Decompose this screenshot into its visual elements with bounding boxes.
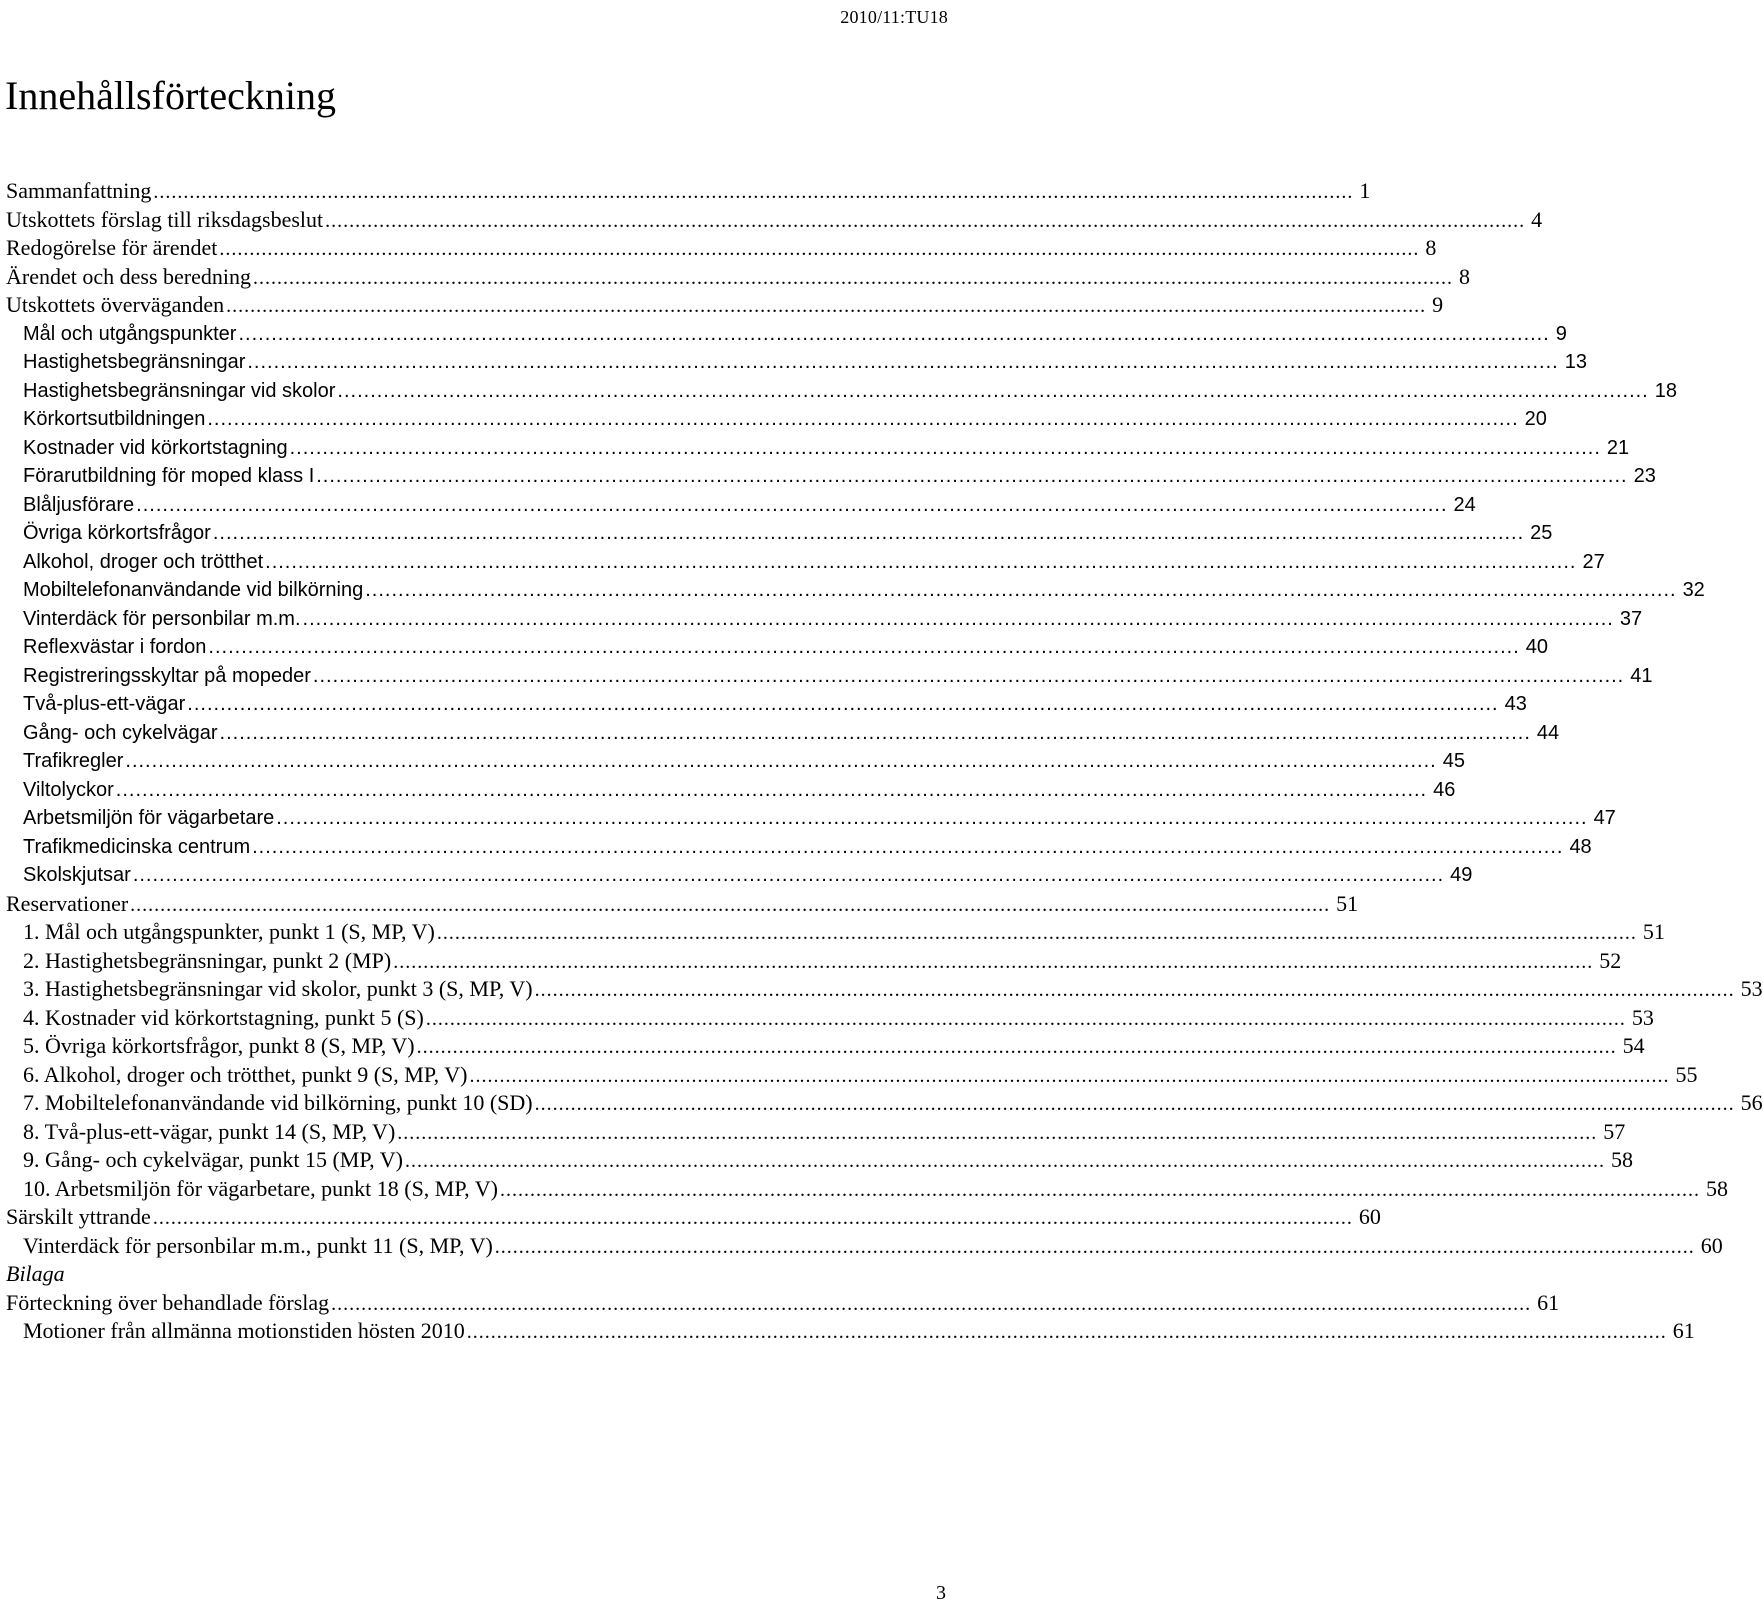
toc-entry-label: 6. Alkohol, droger och trötthet, punkt 9 (S, MP, V) bbox=[23, 1061, 468, 1087]
toc-entry-page: 61 bbox=[1672, 1318, 1695, 1343]
toc-leader-dots: ........................................................................................................................................................................................................ bbox=[226, 295, 1427, 317]
toc-entry[interactable] bbox=[6, 890, 1359, 919]
toc-entry-label: Bilaga bbox=[6, 1261, 65, 1286]
toc-leader-dots: ........................................................................................................................................................................................................ bbox=[187, 693, 1499, 715]
toc-entry-label: 7. Mobiltelefonanvändande vid bilkörning, punkt 10 (SD) bbox=[23, 1090, 533, 1115]
toc-leader-dots: ........................................................................................................................................................................................................ bbox=[499, 1178, 1700, 1201]
toc-entry[interactable] bbox=[6, 690, 1527, 719]
toc-entry-page: 25 bbox=[1530, 522, 1553, 544]
toc-entry-page: 37 bbox=[1619, 607, 1643, 630]
toc-entry-page: 58 bbox=[1610, 1147, 1633, 1172]
toc-entry-label: Motioner från allmänna motionstiden hösten 2010 bbox=[23, 1318, 465, 1343]
toc-leader-dots: ........................................................................................................................................................................................................ bbox=[136, 493, 1448, 516]
toc-entry[interactable] bbox=[6, 462, 1656, 491]
toc-entry-page: 4 bbox=[1531, 206, 1543, 232]
toc-entry[interactable] bbox=[6, 861, 1473, 890]
toc-entry-label: Trafikmedicinska centrum bbox=[23, 835, 251, 858]
toc-entry-label: Alkohol, droger och trötthet bbox=[23, 550, 264, 573]
toc-section-heading bbox=[6, 1260, 764, 1289]
toc-leader-dots: ........................................................................................................................................................................................................ bbox=[130, 893, 1331, 916]
toc-entry-page: 23 bbox=[1633, 465, 1656, 487]
toc-leader-dots: ........................................................................................................................................................................................................ bbox=[212, 522, 1525, 544]
toc-entry[interactable] bbox=[6, 1175, 1728, 1204]
toc-entry-page: 53 bbox=[1631, 1004, 1654, 1030]
toc-entry-page: 9 bbox=[1555, 322, 1567, 345]
toc-entry-label: Vinterdäck för personbilar m.m., punkt 11 (S, MP, V) bbox=[23, 1232, 493, 1258]
toc-entry-page: 13 bbox=[1564, 351, 1587, 373]
toc-entry[interactable] bbox=[6, 234, 1437, 263]
toc-leader-dots: ........................................................................................................................................................................................................ bbox=[302, 607, 1614, 630]
toc-entry[interactable] bbox=[6, 747, 1465, 776]
toc-entry-page: 53 bbox=[1740, 976, 1763, 1001]
toc-entry[interactable] bbox=[6, 177, 1371, 206]
toc-entry-label: 2. Hastighetsbegränsningar, punkt 2 (MP) bbox=[23, 947, 392, 973]
toc-entry-label: Viltolyckor bbox=[23, 778, 114, 801]
toc-entry[interactable] bbox=[6, 918, 1665, 947]
toc-leader-dots: ........................................................................................................................................................................................................ bbox=[125, 750, 1437, 772]
toc-entry-label: Mobiltelefonanvändande vid bilkörning bbox=[23, 579, 364, 601]
toc-entry[interactable] bbox=[6, 576, 1705, 605]
toc-entry[interactable] bbox=[6, 320, 1567, 349]
toc-entry-label: Övriga körkortsfrågor bbox=[23, 522, 211, 544]
toc-entry-page: 56 bbox=[1740, 1090, 1763, 1115]
toc-entry[interactable] bbox=[6, 377, 1677, 406]
toc-entry-label: Sammanfattning bbox=[6, 178, 152, 203]
toc-entry[interactable] bbox=[6, 1317, 1695, 1346]
toc-leader-dots: ........................................................................................................................................................................................................ bbox=[469, 1064, 1670, 1087]
toc-entry-page: 54 bbox=[1622, 1033, 1645, 1058]
toc-entry[interactable] bbox=[6, 1004, 1654, 1033]
toc-entry[interactable] bbox=[6, 291, 1444, 320]
toc-leader-dots: ........................................................................................................................................................................................................ bbox=[331, 1292, 1532, 1315]
toc-entry-page: 58 bbox=[1705, 1175, 1728, 1201]
toc-leader-dots: ........................................................................................................................................................................................................ bbox=[208, 636, 1520, 658]
toc-entry[interactable] bbox=[6, 434, 1630, 463]
toc-entry-label: Hastighetsbegränsningar bbox=[23, 351, 246, 373]
toc-entry-page: 24 bbox=[1453, 493, 1476, 516]
toc-entry[interactable] bbox=[6, 1032, 1645, 1061]
toc-leader-dots: ........................................................................................................................................................................................................ bbox=[534, 1093, 1735, 1115]
toc-entry-label: Blåljusförare bbox=[23, 493, 135, 516]
toc-leader-dots: ........................................................................................................................................................................................................ bbox=[397, 1121, 1598, 1144]
toc-entry-page: 41 bbox=[1630, 664, 1653, 687]
toc-entry-label: Ärendet och dess beredning bbox=[6, 263, 251, 289]
toc-entry-label: 1. Mål och utgångspunkter, punkt 1 (S, MP, V) bbox=[23, 919, 435, 944]
toc-entry-page: 21 bbox=[1606, 436, 1630, 459]
toc-entry[interactable] bbox=[6, 804, 1616, 833]
toc-entry[interactable] bbox=[6, 519, 1553, 548]
toc-entry-page: 60 bbox=[1358, 1204, 1381, 1229]
toc-entry-label: Redogörelse för ärendet bbox=[6, 235, 218, 260]
toc-entry-label: Trafikregler bbox=[23, 750, 124, 772]
toc-entry-page: 40 bbox=[1525, 636, 1548, 658]
toc-entry-label: 5. Övriga körkortsfrågor, punkt 8 (S, MP, V) bbox=[23, 1033, 415, 1058]
toc-leader-dots: ........................................................................................................................................................................................................ bbox=[425, 1007, 1626, 1030]
toc-entry[interactable] bbox=[6, 605, 1643, 634]
toc-leader-dots: ........................................................................................................................................................................................................ bbox=[312, 664, 1625, 687]
toc-entry-page: 55 bbox=[1675, 1061, 1698, 1087]
toc-entry-page: 9 bbox=[1432, 292, 1444, 317]
toc-entry[interactable] bbox=[6, 975, 1763, 1004]
toc-entry-label: Utskottets förslag till riksdagsbeslut bbox=[6, 206, 324, 232]
toc-entry-label: Förteckning över behandlade förslag bbox=[6, 1289, 330, 1315]
toc-entry[interactable] bbox=[6, 548, 1605, 577]
toc-entry-label: Mål och utgångspunkter bbox=[23, 322, 237, 345]
toc-entry[interactable] bbox=[6, 1203, 1381, 1232]
toc-entry-page: 32 bbox=[1682, 579, 1705, 601]
page-title: Innehållsförteckning bbox=[5, 73, 336, 118]
toc-entry-label: 10. Arbetsmiljön för vägarbetare, punkt 18 (S, MP, V) bbox=[23, 1175, 498, 1201]
toc-entry[interactable] bbox=[6, 1146, 1633, 1175]
toc-entry-page: 46 bbox=[1433, 778, 1456, 801]
toc-entry[interactable] bbox=[6, 405, 1547, 434]
toc-leader-dots: ........................................................................................................................................................................................................ bbox=[219, 721, 1531, 744]
document-id: 2010/11:TU18 bbox=[840, 7, 948, 27]
toc-leader-dots: ........................................................................................................................................................................................................ bbox=[534, 979, 1735, 1001]
toc-entry[interactable] bbox=[6, 1118, 1626, 1147]
table-of-contents bbox=[6, 177, 1763, 1346]
toc-leader-dots: ........................................................................................................................................................................................................ bbox=[247, 351, 1559, 373]
toc-entry-page: 49 bbox=[1450, 864, 1473, 886]
page-number: 3 bbox=[936, 1582, 946, 1604]
toc-entry-page: 45 bbox=[1442, 750, 1465, 772]
toc-entry-page: 27 bbox=[1582, 550, 1605, 573]
toc-entry-label: Särskilt yttrande bbox=[6, 1204, 151, 1229]
toc-entry-label: Gång- och cykelvägar bbox=[23, 721, 218, 744]
toc-entry-label: 3. Hastighetsbegränsningar vid skolor, punkt 3 (S, MP, V) bbox=[23, 976, 533, 1001]
toc-entry-label: Utskottets överväganden bbox=[6, 292, 225, 317]
toc-leader-dots: ........................................................................................................................................................................................................ bbox=[115, 778, 1428, 801]
toc-entry[interactable] bbox=[6, 1289, 1560, 1318]
toc-entry[interactable] bbox=[6, 662, 1653, 691]
toc-leader-dots: ........................................................................................................................................................................................................ bbox=[365, 579, 1677, 601]
toc-entry-page: 47 bbox=[1593, 807, 1616, 829]
toc-leader-dots: ........................................................................................................................................................................................................ bbox=[252, 835, 1564, 858]
toc-leader-dots: ........................................................................................................................................................................................................ bbox=[289, 436, 1601, 459]
toc-leader-dots: ........................................................................................................................................................................................................ bbox=[325, 209, 1526, 232]
toc-entry[interactable] bbox=[6, 206, 1543, 235]
toc-entry-label: 4. Kostnader vid körkortstagning, punkt 5 (S) bbox=[23, 1004, 424, 1030]
toc-entry-label: Vinterdäck för personbilar m.m. bbox=[23, 607, 301, 630]
toc-leader-dots: ........................................................................................................................................................................................................ bbox=[404, 1150, 1605, 1172]
toc-leader-dots: ........................................................................................................................................................................................................ bbox=[436, 922, 1637, 944]
toc-leader-dots: ........................................................................................................................................................................................................ bbox=[252, 266, 1453, 289]
toc-entry-page: 8 bbox=[1425, 235, 1437, 260]
toc-entry[interactable] bbox=[6, 633, 1548, 662]
toc-entry[interactable] bbox=[6, 719, 1560, 748]
toc-leader-dots: ........................................................................................................................................................................................................ bbox=[393, 950, 1594, 973]
toc-entry-page: 1 bbox=[1359, 178, 1371, 203]
toc-entry-page: 51 bbox=[1642, 919, 1665, 944]
toc-entry[interactable] bbox=[6, 263, 1470, 292]
toc-leader-dots: ........................................................................................................................................................................................................ bbox=[316, 465, 1628, 487]
toc-leader-dots: ........................................................................................................................................................................................................ bbox=[132, 864, 1445, 886]
toc-entry[interactable] bbox=[6, 1089, 1763, 1118]
toc-entry-page: 8 bbox=[1458, 263, 1470, 289]
toc-entry[interactable] bbox=[6, 1061, 1698, 1090]
toc-entry-page: 48 bbox=[1569, 835, 1592, 858]
toc-leader-dots: ........................................................................................................................................................................................................ bbox=[238, 322, 1550, 345]
toc-entry-label: Förarutbildning för moped klass I bbox=[23, 465, 315, 487]
toc-entry[interactable] bbox=[6, 348, 1587, 377]
toc-leader-dots: ........................................................................................................................................................................................................ bbox=[219, 238, 1420, 260]
toc-entry-label: Två-plus-ett-vägar bbox=[23, 693, 186, 715]
toc-leader-dots: ........................................................................................................................................................................................................ bbox=[416, 1036, 1617, 1058]
toc-entry-label: Hastighetsbegränsningar vid skolor bbox=[23, 379, 336, 402]
toc-leader-dots: ........................................................................................................................................................................................................ bbox=[276, 807, 1588, 829]
toc-entry-label: Skolskjutsar bbox=[23, 864, 131, 886]
toc-leader-dots: ........................................................................................................................................................................................................ bbox=[265, 550, 1577, 573]
toc-entry-page: 60 bbox=[1700, 1232, 1723, 1258]
toc-entry[interactable] bbox=[6, 491, 1476, 520]
toc-entry-label: 8. Två-plus-ett-vägar, punkt 14 (S, MP, V) bbox=[23, 1118, 396, 1144]
toc-entry-page: 20 bbox=[1524, 408, 1547, 430]
toc-entry[interactable] bbox=[6, 776, 1456, 805]
toc-entry-page: 57 bbox=[1603, 1118, 1626, 1144]
toc-entry-label: Kostnader vid körkortstagning bbox=[23, 436, 288, 459]
toc-entry-page: 43 bbox=[1504, 693, 1527, 715]
toc-leader-dots: ........................................................................................................................................................................................................ bbox=[152, 1207, 1353, 1229]
toc-entry-page: 61 bbox=[1537, 1289, 1560, 1315]
toc-entry-label: Registreringsskyltar på mopeder bbox=[23, 664, 311, 687]
toc-entry-page: 51 bbox=[1336, 890, 1359, 916]
toc-entry-page: 18 bbox=[1654, 379, 1677, 402]
toc-entry-page: 52 bbox=[1599, 947, 1622, 973]
toc-entry[interactable] bbox=[6, 947, 1622, 976]
toc-leader-dots: ........................................................................................................................................................................................................ bbox=[153, 181, 1354, 203]
toc-leader-dots: ........................................................................................................................................................................................................ bbox=[494, 1235, 1695, 1258]
toc-entry-page: 44 bbox=[1536, 721, 1560, 744]
toc-entry-label: Arbetsmiljön för vägarbetare bbox=[23, 807, 275, 829]
toc-entry[interactable] bbox=[6, 833, 1592, 862]
toc-entry-label: Reservationer bbox=[6, 890, 129, 916]
toc-entry-label: 9. Gång- och cykelvägar, punkt 15 (MP, V) bbox=[23, 1147, 403, 1172]
toc-leader-dots: ........................................................................................................................................................................................................ bbox=[207, 408, 1519, 430]
toc-entry[interactable] bbox=[6, 1232, 1723, 1261]
toc-entry-label: Körkortsutbildningen bbox=[23, 408, 206, 430]
toc-leader-dots: ........................................................................................................................................................................................................ bbox=[466, 1321, 1667, 1343]
toc-leader-dots: ........................................................................................................................................................................................................ bbox=[337, 379, 1649, 402]
toc-entry-label: Reflexvästar i fordon bbox=[23, 636, 207, 658]
